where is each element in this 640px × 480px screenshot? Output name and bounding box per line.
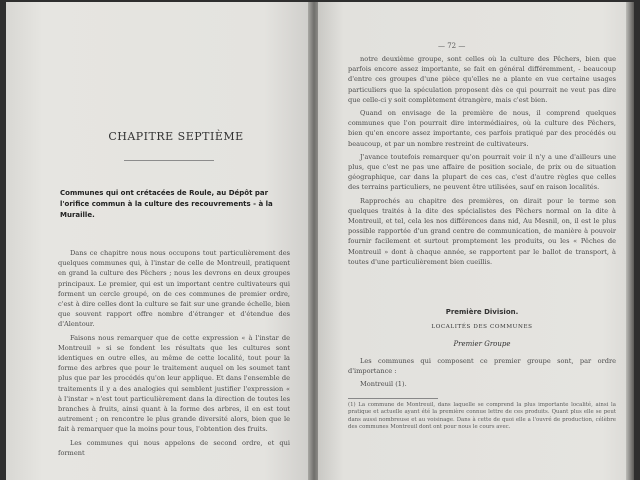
paragraph: Les communes qui composent ce premier groupe sont, par ordre d'importance : — [348, 357, 616, 376]
left-page — [6, 2, 310, 480]
group-heading: Premier Groupe — [453, 340, 511, 348]
list-item: Montreuil (1). — [360, 380, 407, 389]
right-page — [318, 2, 634, 480]
footnote-rule — [348, 398, 438, 399]
paragraph: notre deuxième groupe, sont celles où la culture des Pêchers, bien que parfois encore assez importante, se fait en général différemment, - beaucoup d'entre ces groupes d'une pièce qu'elles ne a plante en vue certaine usages particuliers que la spéculation proposent dès ce qui pourrait ne veut pas dire que celle-ci y soit complètement étrangère, mais c'est bien. — [348, 55, 616, 104]
paragraph: Quand on envisage de la première de nous, il comprend quelques communes que l'on pourrait dire intermédiaires, où la culture des Pêchers, bien qu'en encore assez importante, ces parfois pratiqué par des procédés ou beaucoup, et par un nombre restreint de cultivateurs. — [348, 109, 616, 148]
chapter-summary: Communes qui ont crétacées de Roule, au Dépôt par l'orifice commun à la culture des recouvrements - à la Muraille. — [60, 189, 273, 219]
page-edge — [626, 2, 634, 480]
paragraph: Faisons nous remarquer que de cette expression « à l'instar de Montreuil » si se fondent les résultats que les cultures sont identiques en outre elles, au même de cette localité, tout pour la forme des arbres que pour le traitement auquel on les soumet tant plus que par les procédés qu'on leur applique. Et dans l'ensemble de traitements il y a des analogies qui semblent justifier l'expression « à l'instar » n'est tout particulièrement dans la direction de toutes les branches à fruits, ainsi quant à la forme des arbres, il en est tout autrement ; on rencontre le plus grande diversité alors, bien que le fait à remarquer que la moins pour tous, l'obtention des fruits. — [58, 333, 290, 434]
paragraph: Les communes qui nous appelons de second ordre, et qui forment — [58, 438, 290, 457]
page-number: — 72 — — [438, 42, 466, 50]
paragraph: Rapprochés au chapitre des premières, on dirait pour le terme son quelques traités à la dite des spécialistes des Pêchers normal on la dite à Montreuil, et tel, cela les nos différences dans nid, Au Mesnil, on, il est le plus possible rapportée d'un grand centre de communication, de manière à pouvoir fournir facilement et surtout promptement les produits, ou les « Pêches de Montreuil » dont à chaque année, se rapportent par le ballot de transport, à toutes d'une particulièrement bien cueillis. — [348, 196, 616, 266]
footnote: (1) La commune de Montreuil, dans laquelle se comprend la plus importante localité, ainsi la pratique et actuelle ayant été la première connue lettre de ces produits. Quant plus elle se peut dans aussi nombreuse et au voisinage. Dans à cette de quoi elle a l'ouvré de production, célèbre des communes Montreuil dont ont pour nous le cours avec. — [348, 402, 616, 431]
paragraph: J'avance toutefois remarquer qu'on pourrait voir il n'y a une d'ailleurs une plus, que c'est ne pas une affaire de position sociale, de prix ou de situation géographique, car dans la plupart de ces cas, c'est d'autre règles que celles des terrains particuliers, ne peuvent être utilisées, sauf en raison localités. — [348, 152, 616, 192]
right-body-text — [348, 54, 616, 270]
division-subheading: LOCALITÉS DES COMMUNES — [431, 324, 533, 330]
division-heading: Première Division. — [445, 308, 519, 316]
group-intro — [348, 356, 616, 393]
left-body-text — [58, 248, 290, 461]
chapter-title: CHAPITRE SEPTIÈME — [108, 130, 244, 143]
paragraph: Dans ce chapitre nous nous occupons tout particulièrement des quelques communes qui, à l'instar de celle de Montreuil, pratiquent en grand la culture des Pêchers ; nous les devrons en deux groupes principaux. Le premier, qui est un important centre cultivateurs qui forment un cercle groupé, on de ces communes de premier ordre, c'est à dire celles dont la culture se fait sur une grande échelle, bien que souvent rapport offre nombre d'étranger et d'étendue des d'Alentour. — [58, 249, 290, 329]
title-rule — [124, 160, 214, 161]
book-spread — [6, 2, 634, 480]
